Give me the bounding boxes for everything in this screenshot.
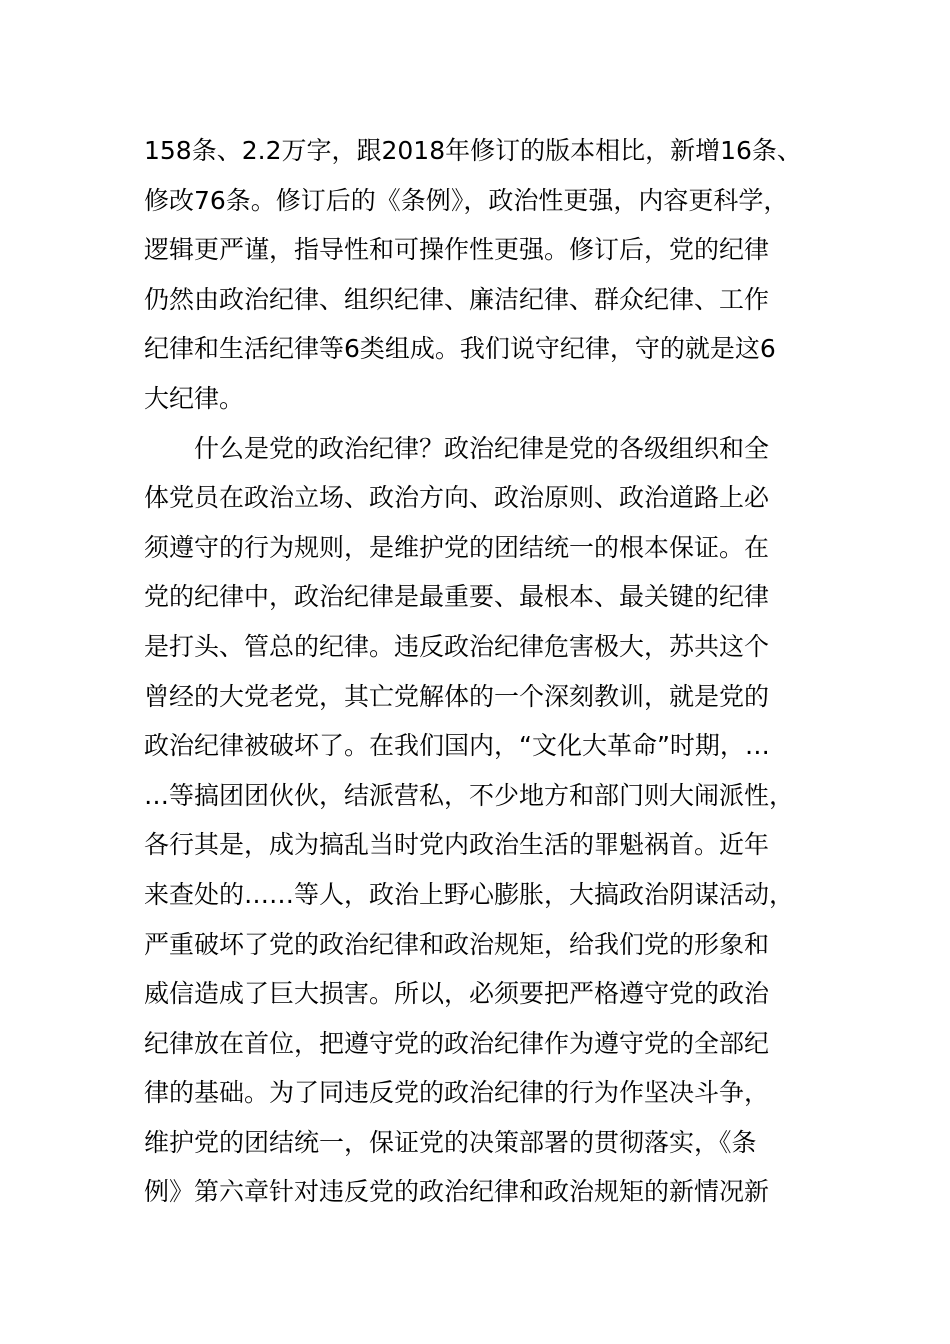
paragraph-start-line: 什么是党的政治纪律？政治纪律是党的各级组织和全 — [194, 433, 770, 463]
text-line: 来查处的……等人，政治上野心膨胀，大搞政治阴谋活动， — [144, 879, 795, 909]
text-line: 严重破坏了党的政治纪律和政治规矩，给我们党的形象和 — [144, 929, 770, 959]
text-line: 是打头、管总的纪律。违反政治纪律危害极大，苏共这个 — [144, 631, 770, 661]
body-text — [144, 126, 824, 1217]
text-line: 158条、2.2万字，跟2018年修订的版本相比，新增16条、 — [144, 136, 802, 165]
text-line: 政治纪律被破坏了。在我们国内，“文化大革命”时期，… — [144, 731, 770, 761]
text-line: 大纪律。 — [144, 383, 245, 413]
text-line: 维护党的团结统一，保证党的决策部署的贯彻落实，《条 — [144, 1127, 757, 1157]
text-line: 例》第六章针对违反党的政治纪律和政治规矩的新情况新 — [144, 1177, 770, 1207]
text-line: …等搞团团伙伙，结派营私，不少地方和部门则大闹派性， — [144, 780, 795, 810]
text-line: 威信造成了巨大损害。所以，必须要把严格遵守党的政治 — [144, 979, 770, 1009]
text-line: 党的纪律中，政治纪律是最重要、最根本、最关键的纪律 — [144, 582, 770, 612]
text-line: 各行其是，成为搞乱当时党内政治生活的罪魁祸首。近年 — [144, 830, 770, 860]
text-line: 修改76条。修订后的《条例》，政治性更强，内容更科学， — [144, 185, 789, 215]
text-line: 体党员在政治立场、政治方向、政治原则、政治道路上必 — [144, 483, 770, 513]
text-line: 逻辑更严谨，指导性和可操作性更强。修订后，党的纪律 — [144, 235, 770, 265]
text-line: 律的基础。为了同违反党的政治纪律的行为作坚决斗争， — [144, 1078, 770, 1108]
text-line: 曾经的大党老党，其亡党解体的一个深刻教训，就是党的 — [144, 681, 770, 711]
text-line: 纪律和生活纪律等6类组成。我们说守纪律，守的就是这6 — [144, 334, 776, 364]
text-line: 须遵守的行为规则，是维护党的团结统一的根本保证。在 — [144, 532, 770, 562]
text-line: 纪律放在首位，把遵守党的政治纪律作为遵守党的全部纪 — [144, 1028, 770, 1058]
text-line: 仍然由政治纪律、组织纪律、廉洁纪律、群众纪律、工作 — [144, 284, 770, 314]
